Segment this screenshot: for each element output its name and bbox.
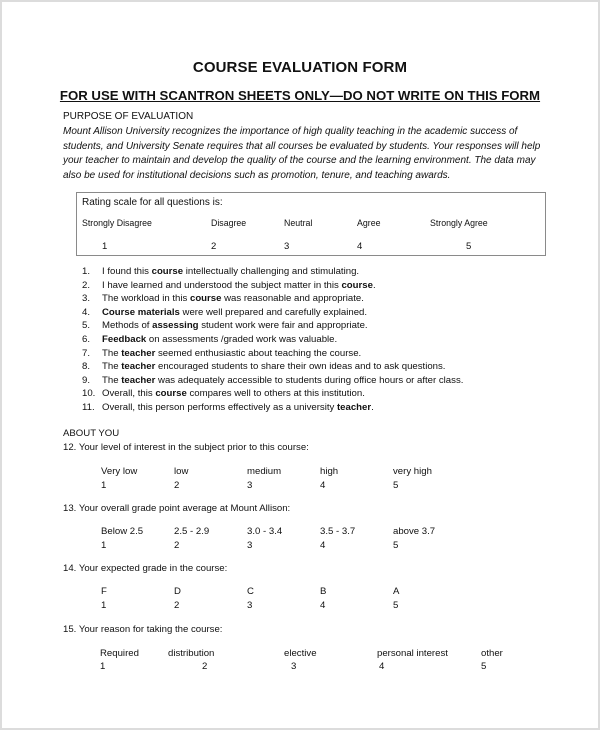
question-item: 5. Methods of assessing student work were fair and appropriate. [82, 320, 368, 332]
rating-scale-box [76, 192, 546, 256]
q14-option-value: 1 [101, 600, 107, 611]
q12-option-label: very high [393, 466, 432, 477]
q13-option-value: 4 [320, 540, 326, 551]
rating-value-1: 1 [102, 241, 108, 252]
purpose-heading: PURPOSE OF EVALUATION [63, 111, 194, 122]
q12-option-label: medium [247, 466, 282, 477]
question-item: 10. Overall, this course compares well to others at this institution. [82, 388, 365, 400]
q12-option-label: Very low [101, 466, 138, 477]
q12-option-value: 1 [101, 480, 107, 491]
rating-label-disagree: Disagree [211, 218, 247, 228]
question-item: 1. I found this course intellectually challenging and stimulating. [82, 266, 360, 277]
q14-option-label: A [393, 586, 400, 597]
page-subtitle: FOR USE WITH SCANTRON SHEETS ONLY—DO NOT WRITE ON THIS FORM [59, 88, 541, 103]
q13-option-value: 3 [247, 540, 253, 551]
q14-option-value: 3 [247, 600, 253, 611]
rating-scale-title: Rating scale for all questions is: [82, 197, 223, 208]
q13-option-label: 3.5 - 3.7 [320, 526, 356, 537]
rating-value-4: 4 [357, 241, 363, 252]
q15-option-label: distribution [168, 648, 215, 659]
question-15: 15. Your reason for taking the course: [63, 624, 223, 635]
question-item: 7. The teacher seemed enthusiastic about teaching the course. [82, 347, 362, 359]
about-you-heading: ABOUT YOU [63, 428, 120, 439]
q12-option-label: high [320, 466, 339, 477]
q14-option-label: D [174, 586, 181, 597]
question-item: 11. Overall, this person performs effectively as a university teacher. [82, 401, 374, 413]
rating-label-neutral: Neutral [284, 218, 313, 228]
q15-option-value: 3 [291, 661, 297, 672]
page-title: COURSE EVALUATION FORM [192, 59, 408, 76]
q14-option-value: 2 [174, 600, 180, 611]
q12-option-value: 5 [393, 480, 399, 491]
q13-option-value: 1 [101, 540, 107, 551]
q15-option-label: Required [100, 648, 139, 659]
question-item: 2. I have learned and understood the subject matter in this course. [82, 279, 376, 291]
question-list [82, 265, 463, 415]
q14-option-label: F [101, 586, 107, 597]
rating-label-agree: Agree [357, 218, 381, 228]
q13-option-label: above 3.7 [393, 526, 436, 537]
question-12: 12. Your level of interest in the subject prior to this course: [63, 442, 309, 453]
purpose-text: Mount Allison University recognizes the importance of high quality teaching in the academic success of students, and University Senate requires that all courses be evaluated by students. Your responses will help your teacher to maintain and develop the quality of the course and the learning environment. The data may also be used for institutional decisions such as promotion, tenure, and teaching awards. [63, 126, 541, 181]
question-14: 14. Your expected grade in the course: [63, 563, 228, 574]
question-item: 3. The workload in this course was reasonable and appropriate. [82, 293, 364, 305]
q15-option-value: 4 [379, 661, 385, 672]
question-item: 6. Feedback on assessments /graded work was valuable. [82, 333, 338, 345]
rating-label-strongly-agree: Strongly Agree [430, 218, 488, 228]
rating-value-5: 5 [466, 241, 472, 252]
q15-option-value: 1 [100, 661, 106, 672]
rating-label-strongly-disagree: Strongly Disagree [82, 218, 152, 228]
question-item: 9. The teacher was adequately accessible to students during office hours or after class. [82, 374, 464, 386]
q13-option-label: 3.0 - 3.4 [247, 526, 283, 537]
q12-option-value: 4 [320, 480, 326, 491]
q15-option-value: 5 [481, 661, 487, 672]
q13-option-value: 5 [393, 540, 399, 551]
question-13: 13. Your overall grade point average at Mount Allison: [63, 503, 291, 514]
q12-option-value: 3 [247, 480, 253, 491]
q13-option-label: Below 2.5 [101, 526, 144, 537]
q14-option-value: 5 [393, 600, 399, 611]
q13-option-label: 2.5 - 2.9 [174, 526, 210, 537]
q13-option-value: 2 [174, 540, 180, 551]
q14-option-label: B [320, 586, 327, 597]
rating-value-3: 3 [284, 241, 290, 252]
rating-value-2: 2 [211, 241, 217, 252]
question-item: 4. Course materials were well prepared and carefully explained. [82, 306, 368, 318]
q12-option-value: 2 [174, 480, 180, 491]
q15-option-label: elective [284, 648, 317, 659]
q14-option-value: 4 [320, 600, 326, 611]
q12-option-label: low [174, 466, 189, 477]
question-item: 8. The teacher encouraged students to share their own ideas and to ask questions. [82, 361, 446, 373]
q15-option-label: personal interest [377, 648, 448, 659]
q15-option-label: other [481, 648, 503, 659]
q14-option-label: C [247, 586, 254, 597]
q15-option-value: 2 [202, 661, 208, 672]
